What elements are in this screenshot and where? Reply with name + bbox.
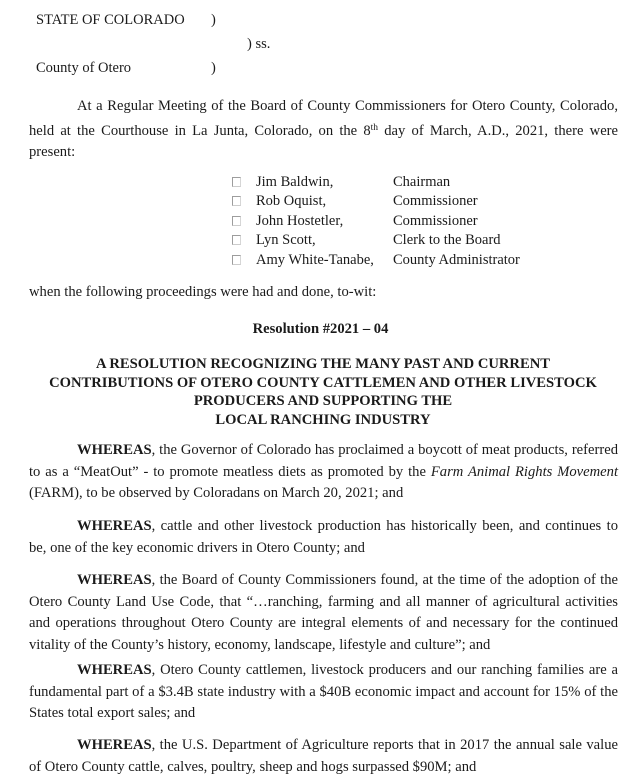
state-paren: ) [211,12,216,28]
title-line: CONTRIBUTIONS OF OTERO COUNTY CATTLEMEN AND OTHER LIVESTOCK [49,374,597,391]
title-line: LOCAL RANCHING INDUSTRY [215,411,431,428]
case-caption-block [36,8,296,80]
state-label: STATE OF COLORADO [36,12,185,28]
whereas-label: WHEREAS [77,662,152,678]
clause-text: , the U.S. Department of Agriculture reports that in 2017 the annual sale value of Otero County cattle, calves, poultry, sheep and hogs surpassed $90M; and [29,737,618,775]
attendee-list [232,173,520,270]
whereas-label: WHEREAS [77,442,152,458]
whereas-clause-4 [29,660,618,725]
attendee-name: John Hostetler, [256,212,344,229]
attendee-name: Jim Baldwin, [256,174,334,190]
caption-row-state [36,8,296,32]
county-label: County of Otero [36,60,132,76]
attendee-role: Chairman [393,174,451,190]
whereas-label: WHEREAS [77,737,152,753]
caption-spacer-label [36,32,211,56]
resolution-number-heading: Resolution #2021 – 04 [252,321,389,337]
ss-marker: ) ss. [247,36,271,52]
attendee-role: Clerk to the Board [393,232,501,249]
whereas-clause-1 [29,440,618,505]
attendee-role: Commissioner [393,212,478,229]
whereas-clause-2 [29,516,618,559]
attendee-role: Commissioner [393,193,478,210]
attendee-row [232,192,520,211]
attendee-row [232,173,520,192]
title-line: PRODUCERS AND SUPPORTING THE [193,393,453,410]
attendee-name: Lyn Scott, [256,232,316,249]
clause-text-cont: (FARM), to be observed by Coloradans on March 20, 2021; and [29,485,404,501]
attendee-row [232,251,520,270]
whereas-label: WHEREAS [77,572,152,588]
whereas-clause-5 [29,735,618,777]
attendee-row [232,231,520,250]
title-line: A RESOLUTION RECOGNIZING THE MANY PAST AND CURRENT [96,356,550,372]
proceedings-line: when the following proceedings were had and done, to-wit: [29,284,377,300]
meeting-text-after: day of March, A.D., 2021, there were present: [29,122,619,160]
whereas-clause-3 [29,570,618,656]
county-paren: ) [211,60,216,76]
clause-text: , cattle and other livestock production has historically been, and continues to be, one of the key economic drivers in Otero County; and [29,518,618,556]
attendee-name: Rob Oquist, [256,193,327,210]
attendee-row [232,212,520,231]
day-ordinal-suffix: th [370,122,379,133]
attendee-name: Amy White-Tanabe, [256,251,374,268]
meeting-paragraph [29,96,618,164]
clause-italic-text: Farm Animal Rights Movement [430,463,618,480]
clause-text: , Otero County cattlemen, livestock producers and our ranching families are a fundamental part of a $3.4B state industry with a $40B economic impact and account for 15% of the States total export sales; and [29,662,618,721]
clause-text: , the Board of County Commissioners found, at the time of the adoption of the Otero County Land Use Code, that “…ranching, farming and all manner of agricultural activities and operations throughout Otero County are integral elements of and necessary for the continued vitality of the County’s history, economy, landscape, lifestyle and culture”; and [29,572,618,653]
attendee-role: County Administrator [393,251,520,268]
caption-row-county [36,56,296,80]
resolution-title-block [25,355,621,429]
whereas-label: WHEREAS [77,518,152,534]
meeting-text-before: At a Regular Meeting of the Board of County Commissioners for Otero County, Colorado, held at the Courthouse in La Junta, Colorado, on the 8 [29,98,618,139]
clause-text: , the Governor of Colorado has proclaimed a boycott of meat products, referred to as a “MeatOut” - to promote meatless diets as promoted by the [29,442,618,480]
